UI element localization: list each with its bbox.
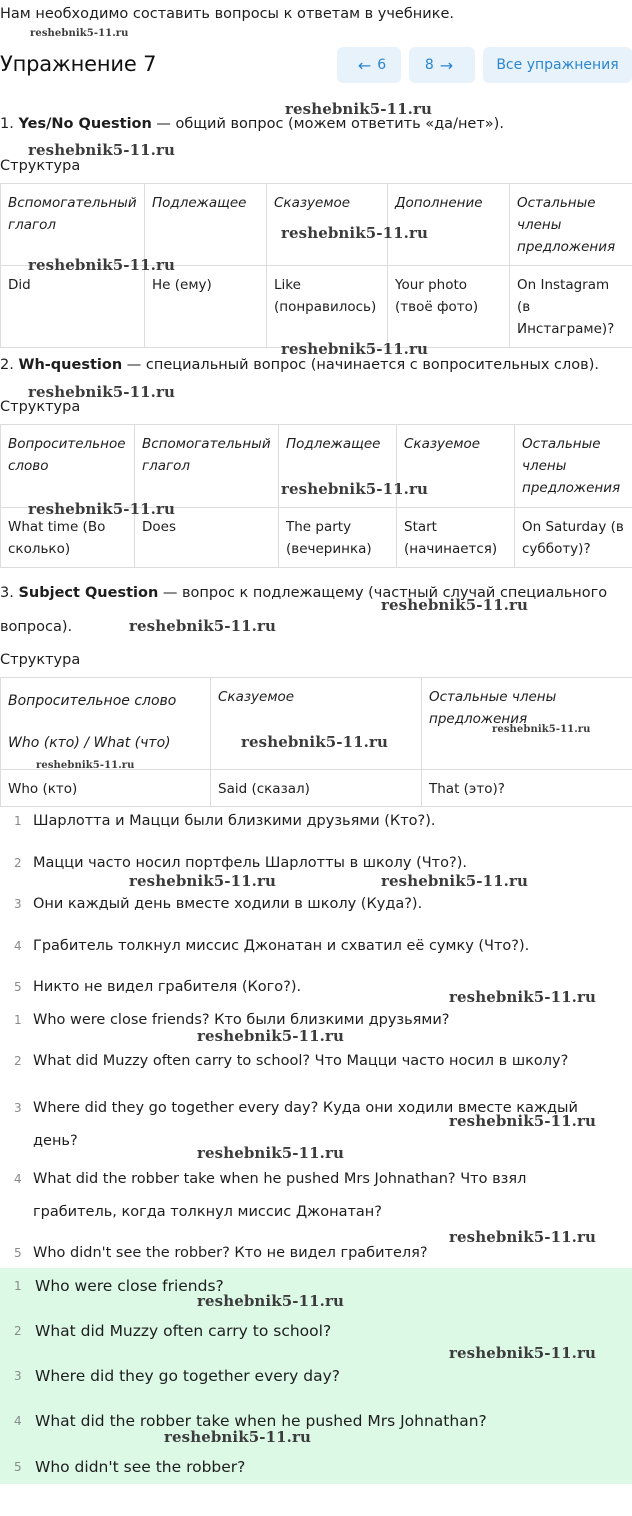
table-cell: Does	[135, 508, 279, 568]
watermark: reshebnik5-11.ru	[449, 988, 596, 1006]
arrow-right-icon: →	[439, 55, 454, 75]
watermark: reshebnik5-11.ru	[449, 1228, 596, 1246]
section-1-heading	[0, 116, 504, 132]
section-description: — специальный вопрос (начинается с вопросительных слов).	[122, 357, 599, 373]
table-header	[1, 678, 211, 770]
next-exercise-button[interactable]	[409, 47, 475, 83]
all-exercises-label: Все упражнения	[496, 57, 619, 73]
section-number: 1.	[0, 116, 14, 132]
watermark: reshebnik5-11.ru	[281, 480, 428, 498]
item-number: 2	[14, 856, 22, 870]
item-text: Who were close friends?	[35, 1277, 224, 1295]
item-text: What did Muzzy often carry to school? Что Мацци часто носил в школу?	[33, 1053, 569, 1069]
table-header: Остальные члены предложения	[515, 425, 632, 508]
item-number: 3	[14, 1369, 22, 1383]
watermark: reshebnik5-11.ru	[30, 28, 129, 39]
item-number: 2	[14, 1054, 22, 1068]
watermark: reshebnik5-11.ru	[129, 872, 276, 890]
item-text: What did the robber take when he pushed Mrs Johnathan? Что взял грабитель, когда толкнул миссис Джонатан?	[33, 1171, 527, 1220]
item-text: Грабитель толкнул миссис Джонатан и схватил её сумку (Что?).	[33, 938, 530, 954]
watermark: reshebnik5-11.ru	[285, 100, 432, 118]
section-description: — вопрос к подлежащему (частный случай специального вопроса).	[0, 585, 608, 635]
watermark: reshebnik5-11.ru	[449, 1344, 596, 1362]
intro-text: Нам необходимо составить вопросы к ответам в учебнике.	[0, 6, 454, 22]
section-number: 2.	[0, 357, 14, 373]
section-term: Wh-question	[18, 357, 123, 373]
table-header: Вспомогательный глагол	[1, 184, 145, 266]
section-term: Subject Question	[18, 585, 159, 601]
table-header: Остальные члены предложения	[422, 678, 632, 770]
item-number: 5	[14, 1460, 22, 1474]
item-number: 3	[14, 897, 22, 911]
structure-label: Структура	[0, 399, 81, 415]
watermark: reshebnik5-11.ru	[241, 733, 388, 751]
watermark: reshebnik5-11.ru	[28, 500, 175, 518]
arrow-left-icon: ←	[357, 55, 372, 75]
table-header: Вопросительное слово	[1, 425, 135, 508]
table-cell: Не (ему)	[145, 266, 267, 348]
item-text: Where did they go together every day?	[35, 1367, 341, 1385]
table-cell: Like (понравилось)	[267, 266, 388, 348]
watermark: reshebnik5-11.ru	[381, 872, 528, 890]
watermark: reshebnik5-11.ru	[381, 596, 528, 614]
watermark: reshebnik5-11.ru	[492, 724, 591, 735]
section-description: — общий вопрос (можем ответить «да/нет»).	[151, 116, 504, 132]
table-header: Подлежащее	[279, 425, 397, 508]
item-text: Шарлотта и Мацци были близкими друзьями (Кто?).	[33, 813, 436, 829]
watermark: reshebnik5-11.ru	[36, 760, 135, 771]
item-text: Who didn't see the robber?	[35, 1458, 246, 1476]
item-number: 2	[14, 1324, 22, 1338]
header-line: Who (кто) / What (что)	[8, 735, 171, 751]
table-cell: The party (вечеринка)	[279, 508, 397, 568]
table-header: Дополнение	[388, 184, 510, 266]
section-2-heading	[0, 357, 599, 373]
item-number: 4	[14, 939, 22, 953]
table-cell: That (это)?	[422, 770, 632, 807]
next-exercise-label: 8	[424, 57, 434, 73]
item-number: 3	[14, 1101, 22, 1115]
table-cell: Start (начинается)	[397, 508, 515, 568]
section-term: Yes/No Question	[18, 116, 152, 132]
item-number: 4	[14, 1172, 22, 1186]
item-text: Who didn't see the robber? Кто не видел грабителя?	[33, 1245, 428, 1261]
item-text: Они каждый день вместе ходили в школу (Куда?).	[33, 896, 423, 912]
table-header: Сказуемое	[397, 425, 515, 508]
table-cell: Who (кто)	[1, 770, 211, 807]
item-number: 4	[14, 1414, 22, 1428]
watermark: reshebnik5-11.ru	[28, 141, 175, 159]
item-text: Никто не видел грабителя (Кого?).	[33, 979, 302, 995]
table-cell: On Saturday (в субботу)?	[515, 508, 632, 568]
table-cell: On Instagram (в Инстаграме)?	[510, 266, 632, 348]
table-cell: Said (сказал)	[211, 770, 422, 807]
all-exercises-button[interactable]	[483, 47, 632, 83]
item-number: 5	[14, 1246, 22, 1260]
item-text: What did Muzzy often carry to school?	[35, 1322, 332, 1340]
table-cell: Did	[1, 266, 145, 348]
watermark: reshebnik5-11.ru	[449, 1112, 596, 1130]
watermark: reshebnik5-11.ru	[281, 224, 428, 242]
watermark: reshebnik5-11.ru	[197, 1144, 344, 1162]
header-line: Вопросительное слово	[8, 693, 177, 709]
item-text: Мацци часто носил портфель Шарлотты в школу (Что?).	[33, 855, 467, 871]
item-text: What did the robber take when he pushed Mrs Johnathan?	[35, 1412, 487, 1430]
item-text: Where did they go together every day? Куда они ходили вместе каждый день?	[33, 1100, 578, 1149]
table-header: Вспомогательный глагол	[135, 425, 279, 508]
item-text: Who were close friends? Кто были близкими друзьями?	[33, 1012, 450, 1028]
item-number: 1	[14, 1279, 22, 1293]
section-number: 3.	[0, 585, 14, 601]
watermark: reshebnik5-11.ru	[129, 617, 276, 635]
table-header: Сказуемое	[267, 184, 388, 266]
watermark: reshebnik5-11.ru	[28, 383, 175, 401]
item-number: 5	[14, 980, 22, 994]
table-cell: Your photo (твоё фото)	[388, 266, 510, 348]
table-header: Остальные члены предложения	[510, 184, 632, 266]
prev-exercise-button[interactable]	[337, 47, 401, 83]
table-header: Подлежащее	[145, 184, 267, 266]
watermark: reshebnik5-11.ru	[197, 1027, 344, 1045]
watermark: reshebnik5-11.ru	[28, 256, 175, 274]
watermark: reshebnik5-11.ru	[281, 340, 428, 358]
structure-label: Структура	[0, 652, 81, 668]
table-cell: What time (Во сколько)	[1, 508, 135, 568]
table-header: Сказуемое	[211, 678, 422, 770]
watermark: reshebnik5-11.ru	[164, 1428, 311, 1446]
exercise-title: Упражнение 7	[0, 52, 157, 76]
item-number: 1	[14, 1013, 22, 1027]
watermark: reshebnik5-11.ru	[197, 1292, 344, 1310]
structure-label: Структура	[0, 158, 81, 174]
item-number: 1	[14, 814, 22, 828]
prev-exercise-label: 6	[377, 57, 387, 73]
